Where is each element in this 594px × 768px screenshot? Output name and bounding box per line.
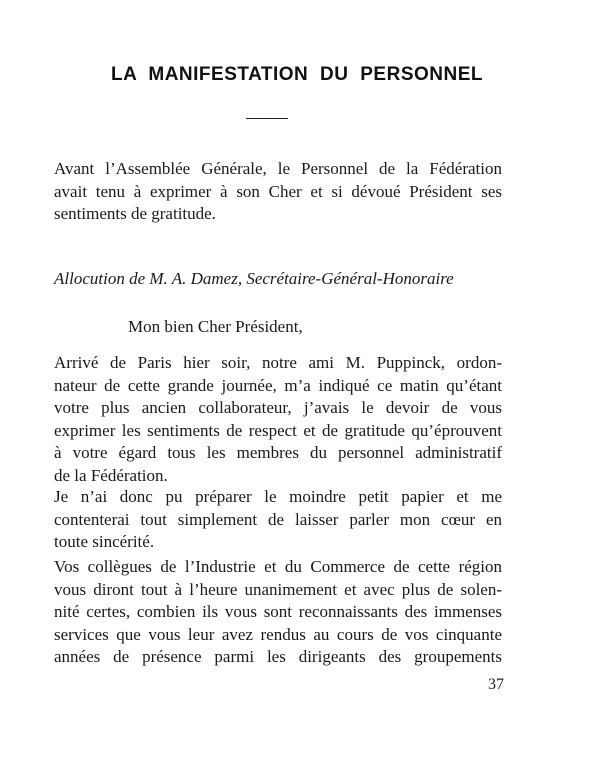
intro-paragraph [54,158,502,226]
paragraph-line: nateur de cette grande journée, m’a indiqué ce matin qu’étant [54,375,502,395]
intro-line: avait tenu à exprimer à son Cher et si dévoué Président ses [54,181,502,201]
paragraph-line: Vos collègues de l’Industrie et du Commerce de cette région [54,557,502,576]
paragraph-line: Arrivé de Paris hier soir, notre ami M. Puppinck, ordon- [54,353,502,372]
salutation: Mon bien Cher Président, [128,317,303,336]
paragraph-line: contenterai tout simplement de laisser parler mon cœur en [54,509,502,529]
paragraph-line: à votre égard tous les membres du personnel administratif [54,443,502,462]
paragraph-line: nité certes, combien ils vous sont reconnaissants des immenses [54,602,502,621]
body-paragraph-3 [54,556,502,669]
paragraph-line: Je n’ai donc pu préparer le moindre petit papier et me [54,487,502,506]
intro-line: Avant l’Assemblée Générale, le Personnel de la Fédération [54,159,502,178]
paragraph-line: services que vous leur avez rendus au cours de vos cinquante [54,624,502,644]
paragraph-line: années de présence parmi les dirigeants des groupements [54,647,502,666]
intro-line: sentiments de gratitude. [54,204,216,223]
body-paragraph-1 [54,352,502,487]
page-number: 37 [488,676,504,693]
allocution-heading: Allocution de M. A. Damez, Secrétaire-Général-Honoraire [54,269,454,288]
paragraph-line: de la Fédération. [54,465,168,485]
title-divider [246,118,288,119]
body-paragraph-2 [54,486,502,554]
paragraph-line: toute sincérité. [54,532,155,551]
paragraph-line: votre plus ancien collaborateur, j’avais le devoir de vous [54,398,502,417]
page-title: LA MANIFESTATION DU PERSONNEL [110,64,484,85]
paragraph-line: exprimer les sentiments de respect et de gratitude qu’éprouvent [54,420,502,440]
paragraph-line: vous diront tout à l’heure unanimement et avec plus de solen- [54,579,502,599]
